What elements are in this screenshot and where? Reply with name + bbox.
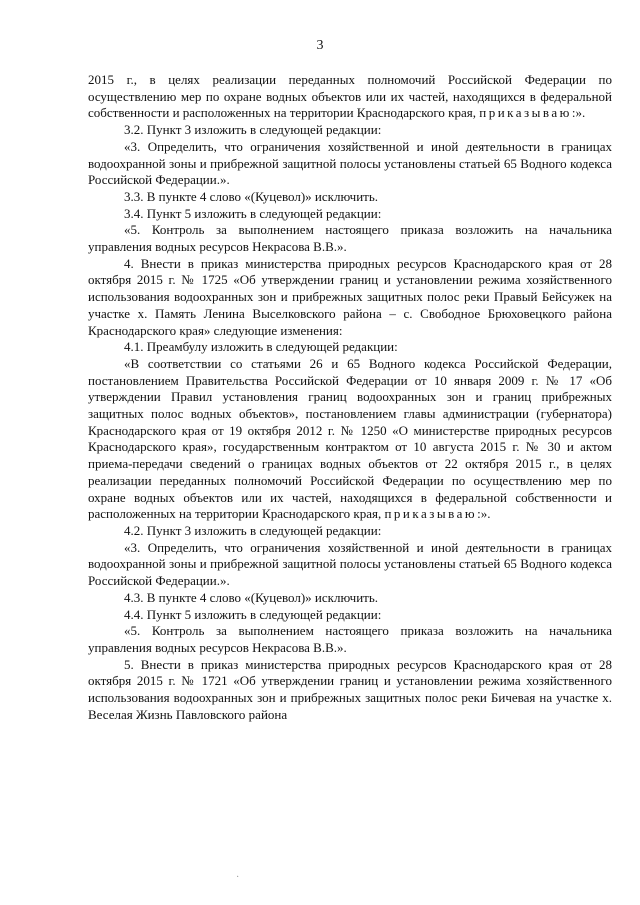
paragraph-text: «3. Определить, что ограничения хозяйственной и иной деятельности в границах водоохранной зоны и прибрежной защитной полосы установлены статьей 65 Водного кодекса Российской Федерации.». [88,539,612,589]
paragraph-text: 2015 г., в целях реализации переданных полномочий Российской Федерации по осуществлению мер по охране водных объектов или их частей, находящихся в федеральной собственности и расположенных на территории Краснодарского края, [88,72,612,121]
paragraph [88,607,612,624]
paragraph-text: 3.4. Пункт 5 изложить в следующей редакции: [124,205,382,221]
paragraph [88,523,612,540]
page-number: 3 [316,38,324,53]
paragraph [88,339,612,356]
paragraph [88,222,612,255]
spaced-word: приказываю [479,105,572,121]
paragraph-text: 3.2. Пункт 3 изложить в следующей редакции: [124,122,382,138]
paragraph-text: 4.2. Пункт 3 изложить в следующей редакции: [124,522,382,538]
paragraph-text: «5. Контроль за выполнением настоящего приказа возложить на начальника управления водных ресурсов Некрасова В.В.». [88,222,612,255]
spaced-word: приказываю [384,506,478,522]
paragraph-text: 5. Внести в приказ министерства природных ресурсов Краснодарского края от 28 октября 2015 г. № 1721 «Об утверждении границ и установлении режима хозяйственного использования водоохранных зон и прибрежных защитных полос реки Бичевая на участке х. Веселая Жизнь Павловского района [88,656,612,722]
paragraph-text: 4.4. Пункт 5 изложить в следующей редакции: [124,606,382,622]
paragraph-text: 4.3. В пункте 4 слово «(Куцевол)» исключить. [124,589,379,605]
paragraph-text: «3. Определить, что ограничения хозяйственной и иной деятельности в границах водоохранной зоны и прибрежной защитной полосы установлены статьей 65 Водного кодекса Российской Федерации.». [88,138,612,188]
paragraph [88,590,612,607]
paragraph-text: 3.3. В пункте 4 слово «(Куцевол)» исключить. [124,188,379,204]
paragraph-tail: :». [571,105,586,121]
paragraph [88,122,612,139]
paragraph [88,189,612,206]
paragraph [88,206,612,223]
paragraph [88,139,612,189]
paragraph [88,657,612,724]
paragraph-text: «5. Контроль за выполнением настоящего приказа возложить на начальника управления водных ресурсов Некрасова В.В.». [88,623,612,655]
paragraph [88,623,612,656]
scan-mark: · [236,872,240,883]
paragraph [88,356,612,523]
paragraph-text: 4. Внести в приказ министерства природных ресурсов Краснодарского края от 28 октября 2015 г. № 1725 «Об утверждении границ и установлении режима хозяйственного использования водоохранных зон и прибрежных защитных полос реки Правый Бейсужек на участке х. Память Ленина Выселковского района – с. Свободное Брюховецкого района Краснодарского края» следующие изменения: [88,255,612,338]
paragraph-tail: :». [477,506,491,522]
paragraph [88,256,612,340]
paragraph [88,540,612,590]
paragraph-text: «В соответствии со статьями 26 и 65 Водного кодекса Российской Федерации, постановлением Правительства Российской Федерации от 10 января 2009 г. № 17 «Об утверждении Правил установления границ водоохранных зон и границ прибрежных защитных полос водных объектов», постановлением главы администрации (губернатора) Краснодарского края от 19 октября 2012 г. № 1250 «О министерстве природных ресурсов Краснодарского края», государственным контрактом от 10 августа 2015 г. № 30 и актом приема-передачи сведений о границах водных объектов от 22 октября 2015 г., в целях реализации переданных полномочий Российской Федерации по осуществлению мер по охране водных объектов или их частей, находящихся в федеральной собственности и расположенных на территории Краснодарского края, [88,355,612,522]
document-body [88,72,612,723]
paragraph [88,72,612,122]
paragraph-text: 4.1. Преамбулу изложить в следующей редакции: [124,339,398,355]
